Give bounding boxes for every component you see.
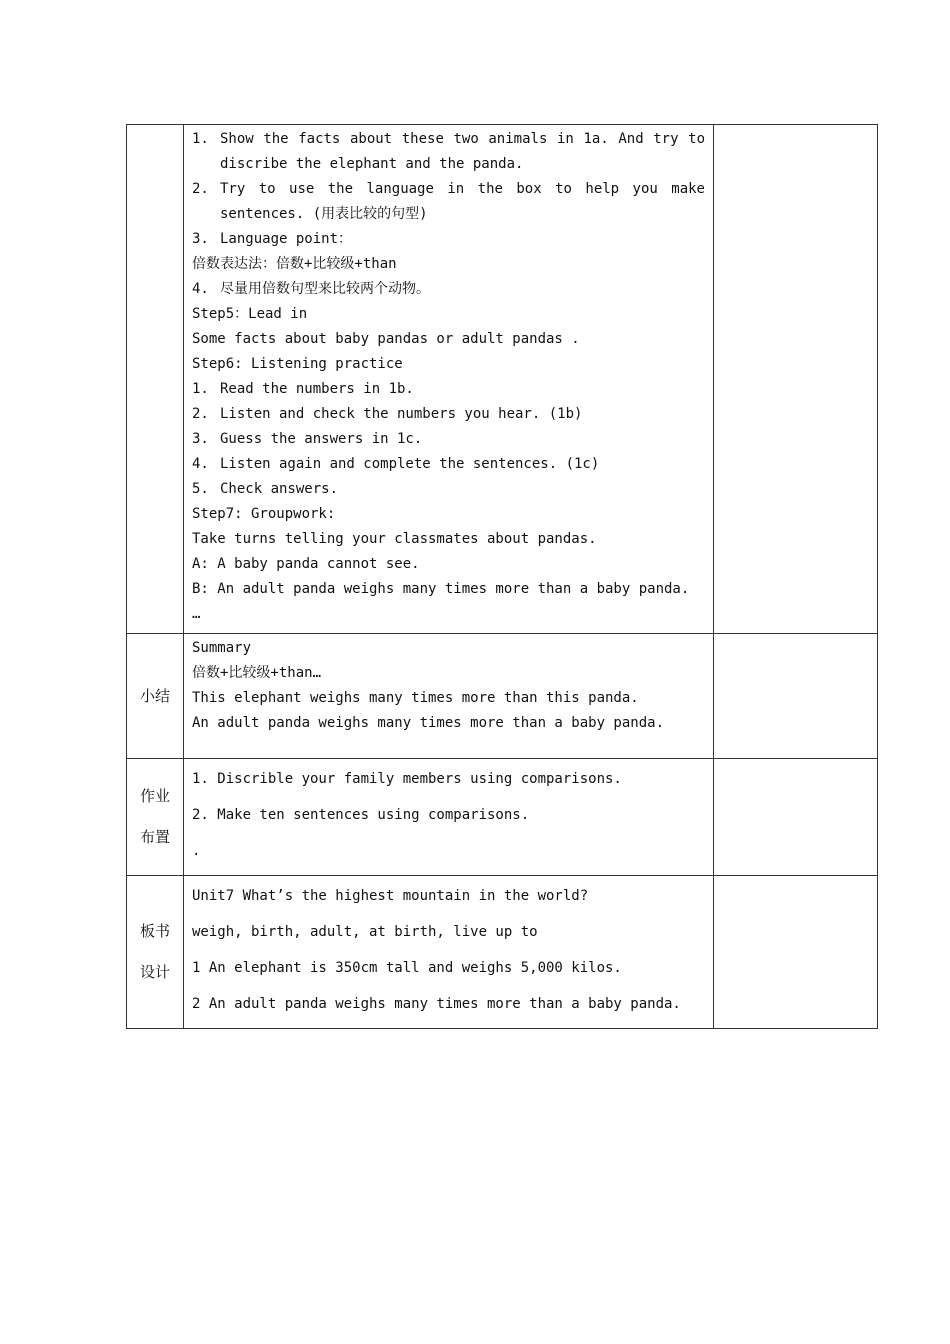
text-line: weigh, birth, adult, at birth, live up to	[192, 924, 538, 940]
section-content	[184, 759, 714, 876]
text-line: B: An adult panda weighs many times more than a baby panda.	[192, 581, 690, 597]
text-line: Take turns telling your classmates about pandas.	[192, 531, 597, 547]
notes-cell	[714, 634, 878, 759]
notes-cell	[714, 125, 878, 634]
item-text: 尽量用倍数句型来比较两个动物。	[220, 281, 430, 297]
item-text: Listen again and complete the sentences. (1c)	[220, 456, 600, 472]
item-text: Try to use the language in the box to help you make sentences. (用表比较的句型)	[220, 181, 705, 222]
item-number: 4.	[192, 456, 209, 472]
text-line: An adult panda weighs many times more than a baby panda.	[192, 715, 665, 731]
table-row	[127, 876, 878, 1029]
numbered-item	[192, 427, 705, 452]
text-line: 1 An elephant is 350cm tall and weighs 5,000 kilos.	[192, 960, 622, 976]
text-line: Step5：Lead in	[192, 306, 308, 322]
item-number: 4.	[192, 281, 209, 297]
table-row	[127, 759, 878, 876]
text-line: 1. Discrible your family members using comparisons.	[192, 771, 622, 787]
section-label	[127, 125, 184, 634]
section-content	[184, 125, 714, 634]
item-text: Show the facts about these two animals in 1a. And try to discribe the elephant and the panda.	[220, 131, 705, 172]
item-number: 1.	[192, 131, 209, 147]
item-number: 1.	[192, 381, 209, 397]
section-label-text: 设计	[139, 963, 170, 981]
item-number: 3.	[192, 431, 209, 447]
item-text: Check answers.	[220, 481, 339, 497]
numbered-item	[192, 177, 705, 227]
text-line: .	[192, 843, 201, 859]
item-text: Read the numbers in 1b.	[220, 381, 414, 397]
section-label-text: 布置	[139, 828, 170, 846]
item-text: Guess the answers in 1c.	[220, 431, 423, 447]
section-label	[127, 876, 184, 1029]
text-line: 倍数表达法：倍数+比较级+than	[192, 256, 397, 272]
table-row	[127, 125, 878, 634]
table-row	[127, 634, 878, 759]
item-text: Language point：	[220, 231, 353, 247]
notes-cell	[714, 876, 878, 1029]
section-label-text: 小结	[139, 686, 170, 705]
item-number: 2.	[192, 181, 209, 197]
numbered-item	[192, 477, 705, 502]
text-line: …	[192, 606, 201, 622]
text-line: Step7: Groupwork:	[192, 506, 336, 522]
text-line: 2 An adult panda weighs many times more than a baby panda.	[192, 996, 681, 1012]
text-line: 倍数+比较级+than…	[192, 665, 322, 681]
item-number: 3.	[192, 231, 209, 247]
text-line: 2. Make ten sentences using comparisons.	[192, 807, 530, 823]
lesson-plan-table	[126, 124, 878, 1029]
section-label	[127, 759, 184, 876]
text-line: Step6: Listening practice	[192, 356, 403, 372]
text-line: Unit7 What’s the highest mountain in the world?	[192, 888, 589, 904]
text-line: A: A baby panda cannot see.	[192, 556, 420, 572]
item-number: 2.	[192, 406, 209, 422]
section-content	[184, 634, 714, 759]
numbered-item	[192, 227, 705, 252]
text-line: Some facts about baby pandas or adult pandas .	[192, 331, 580, 347]
text-line: Summary	[192, 640, 252, 656]
section-label	[127, 634, 184, 759]
section-label-text: 板书	[139, 922, 170, 940]
text-line: This elephant weighs many times more than this panda.	[192, 690, 639, 706]
numbered-item	[192, 377, 705, 402]
numbered-item	[192, 127, 705, 177]
section-content	[184, 876, 714, 1029]
notes-cell	[714, 759, 878, 876]
item-text: Listen and check the numbers you hear. (1b)	[220, 406, 583, 422]
section-label-text: 作业	[139, 787, 170, 805]
item-number: 5.	[192, 481, 209, 497]
numbered-item	[192, 452, 705, 477]
numbered-item	[192, 277, 705, 302]
numbered-item	[192, 402, 705, 427]
